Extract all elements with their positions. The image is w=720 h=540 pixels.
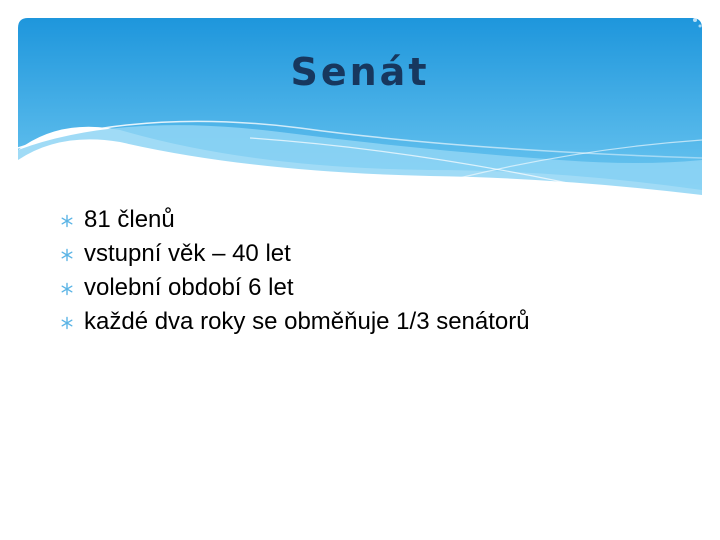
asterisk-bullet-icon [60,316,74,330]
asterisk-bullet-icon [60,248,74,262]
bullet-item [60,237,700,271]
bullet-text: 81 členů [84,206,175,233]
asterisk-bullet-icon [60,282,74,296]
slide-title: Senát [290,50,430,94]
bullet-text: vstupní věk – 40 let [84,240,291,267]
asterisk-bullet-icon [60,214,74,228]
bullet-list [60,203,700,339]
bullet-item [60,271,700,305]
bullet-item [60,305,700,339]
header-banner [0,0,720,200]
bullet-text: volební období 6 let [84,274,294,301]
bullet-item [60,203,700,237]
bullet-text: každé dva roky se obměňuje 1/3 senátorů [84,308,530,335]
